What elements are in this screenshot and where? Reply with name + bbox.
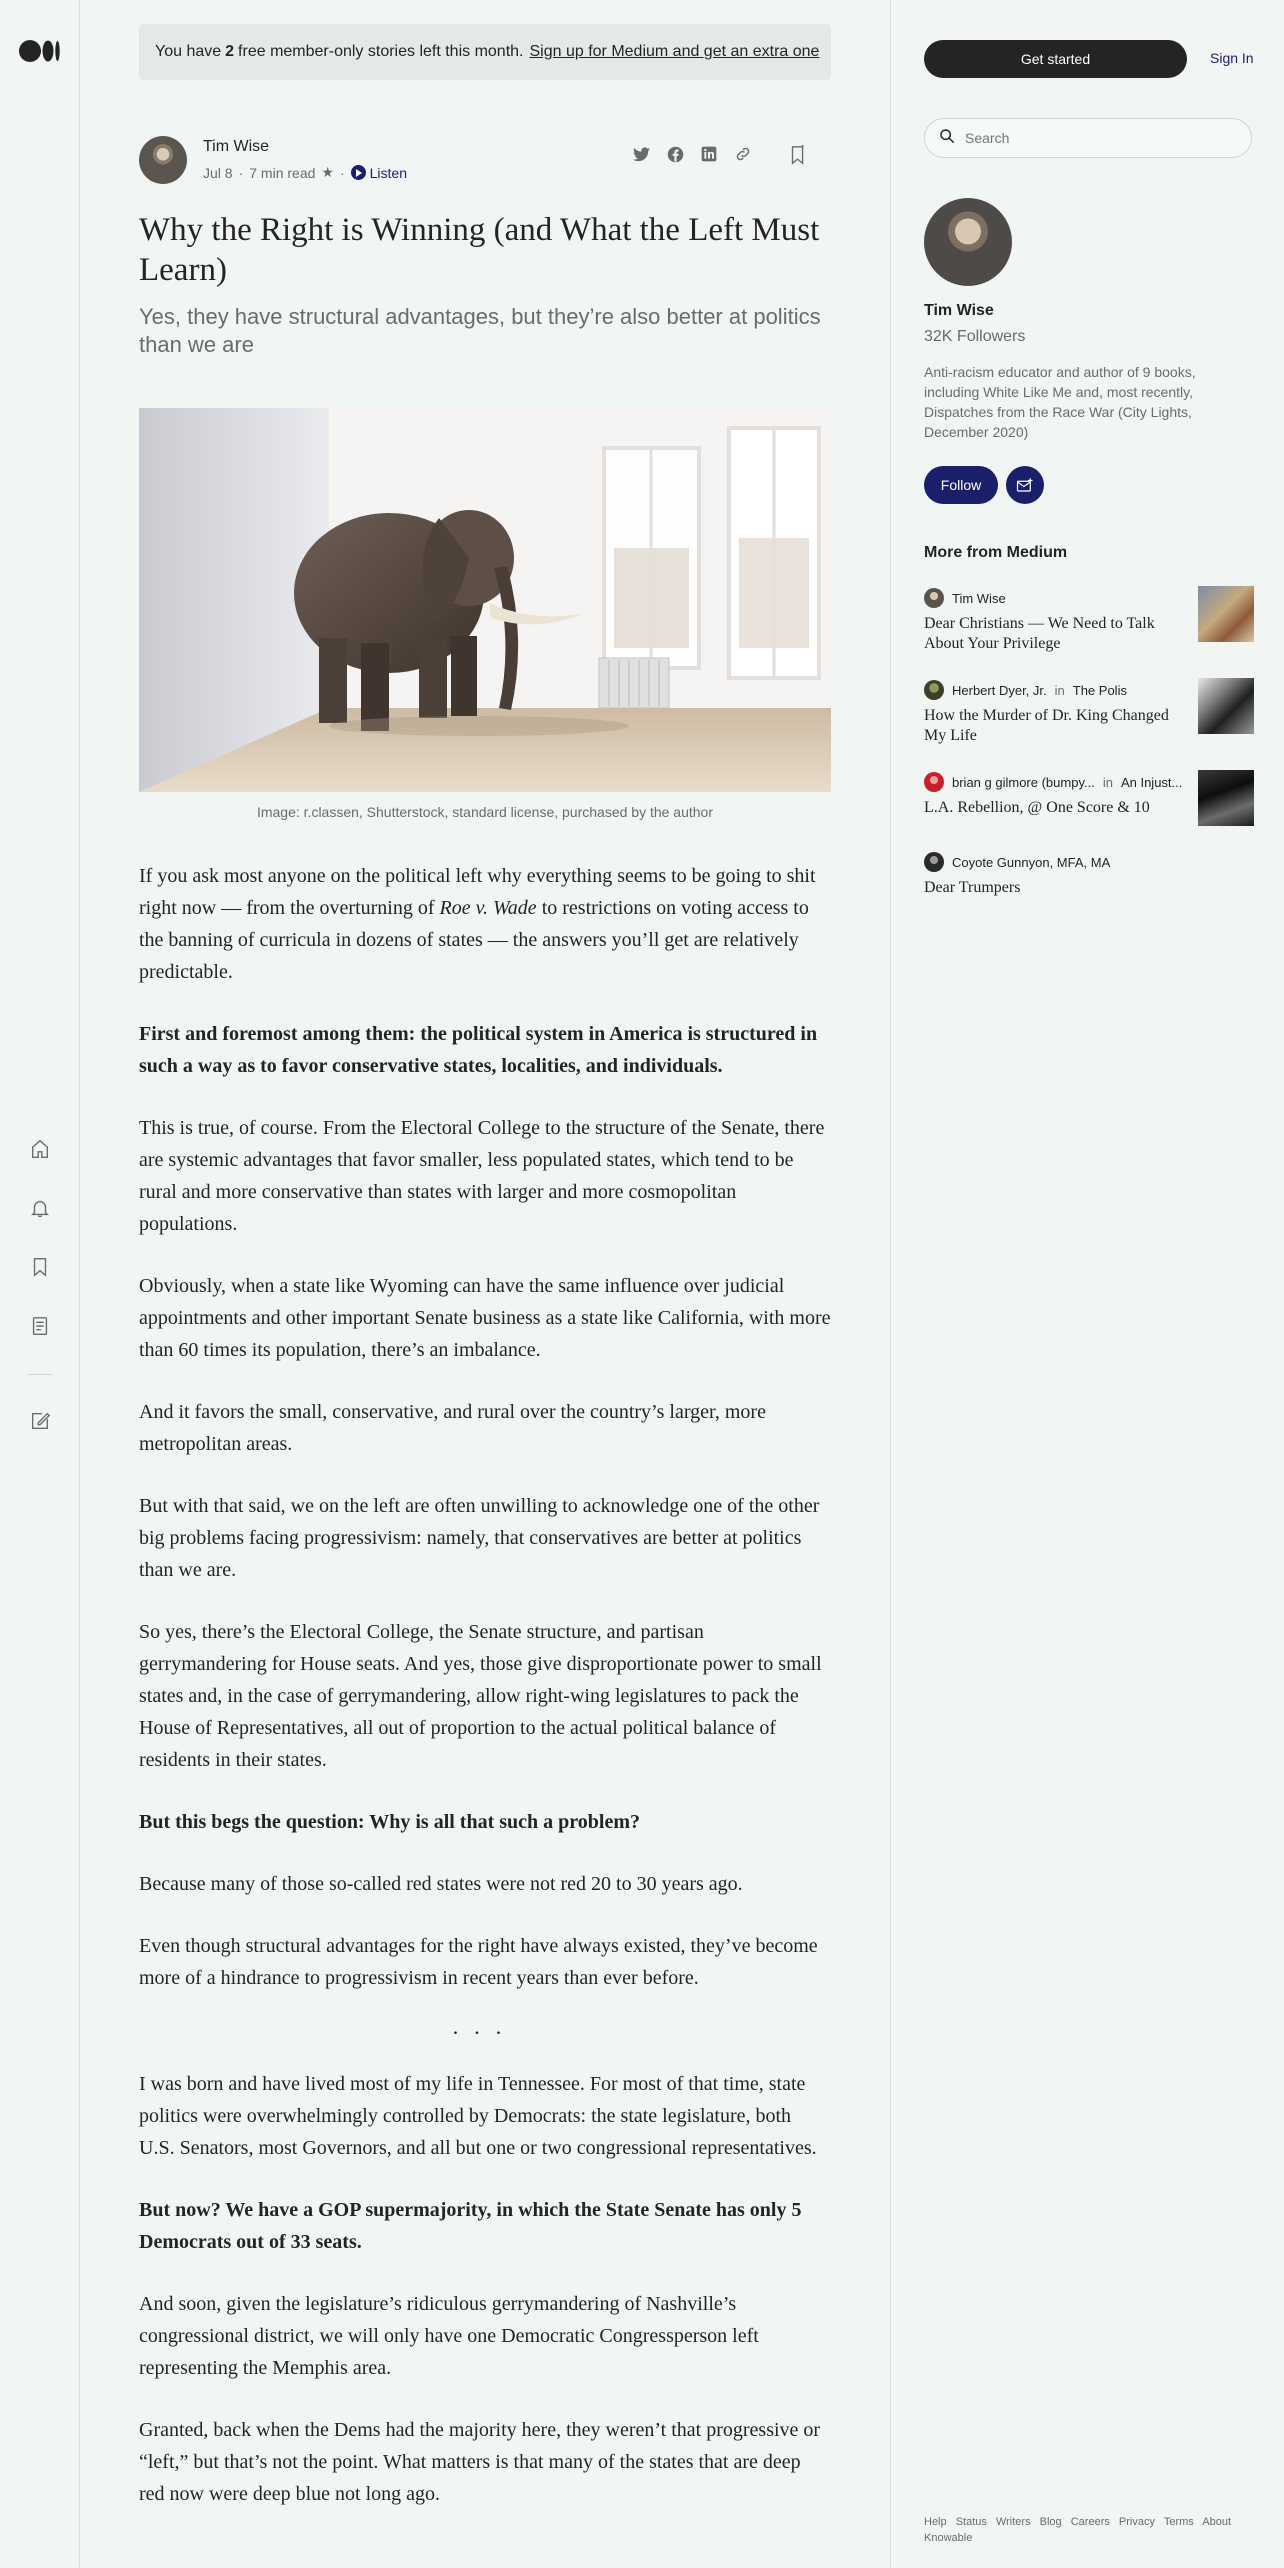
paragraph: Granted, back when the Dems had the majority here, they weren’t that progressive or “left,” but that’s not the point. What matters is that many of the states that are deep red now were deep blue not long ago. <box>139 2419 821 2505</box>
rail-divider <box>28 1374 52 1375</box>
write-pencil-icon[interactable] <box>28 1409 52 1433</box>
search-box[interactable] <box>924 118 1252 158</box>
author-avatar[interactable] <box>139 136 187 184</box>
facebook-icon[interactable] <box>666 145 684 163</box>
recommended-story[interactable] <box>924 680 1254 746</box>
read-time: 7 min read <box>249 164 316 181</box>
search-icon <box>939 128 955 149</box>
share-icons <box>632 145 752 163</box>
rec-author[interactable] <box>924 852 1254 872</box>
profile-name[interactable]: Tim Wise <box>924 302 994 319</box>
paragraph: And soon, given the legislature’s ridiculous gerrymandering of Nashville’s congressional district, we will only have one Democratic Congressperson left representing the Memphis area. <box>139 2293 759 2379</box>
paragraph-text: to restrictions on voting access to the banning of curricula in dozens of states — the answers you’ll get are relatively predictable. <box>139 897 809 983</box>
lists-bookmark-icon[interactable] <box>28 1255 52 1279</box>
paragraph-text: If you ask most anyone on the political left why everything seems to be going to shit right now — from the overturning of <box>139 865 816 919</box>
copy-link-icon[interactable] <box>734 145 752 163</box>
author-row <box>139 134 831 184</box>
rec-author-avatar <box>924 680 944 700</box>
play-icon <box>351 165 366 180</box>
more-from-medium-heading: More from Medium <box>924 544 1068 561</box>
member-banner <box>139 24 831 80</box>
listen-label: Listen <box>369 164 407 181</box>
paragraph-bold: But now? We have a GOP supermajority, in which the State Senate has only 5 Democrats out of 33 seats. <box>139 2199 802 2253</box>
rec-author-name: Coyote Gunnyon, MFA, MA <box>952 854 1111 870</box>
meta-dot: · <box>238 164 244 181</box>
stories-document-icon[interactable] <box>28 1314 52 1338</box>
rec-title[interactable]: Dear Trumpers <box>924 879 1021 896</box>
footer-link-terms[interactable]: Terms <box>1163 2516 1194 2528</box>
rec-publication: The Polis <box>1072 682 1127 698</box>
footer-link-knowable[interactable]: Knowable <box>924 2532 973 2544</box>
paragraph-bold: But this begs the question: Why is all that such a problem? <box>139 1811 641 1833</box>
get-started-button[interactable]: Get started <box>924 40 1187 78</box>
section-separator: ... <box>452 2014 518 2039</box>
footer-link-blog[interactable]: Blog <box>1039 2516 1062 2528</box>
member-star-icon: ★ <box>321 164 334 180</box>
search-input[interactable] <box>965 130 1235 146</box>
twitter-icon[interactable] <box>632 145 650 163</box>
signup-link[interactable]: Sign up for Medium and get an extra one <box>529 43 820 60</box>
paragraph: Even though structural advantages for the right have always existed, they’ve become more of a hindrance to progressivism in recent years than ever before. <box>139 1935 818 1989</box>
paragraph: Obviously, when a state like Wyoming can have the same influence over judicial appointments and other important Senate business as a state like California, with more than 60 times its population, there’s an imbalance. <box>139 1275 831 1361</box>
footer-link-status[interactable]: Status <box>955 2516 987 2528</box>
profile-avatar[interactable] <box>924 198 1012 286</box>
footer-link-about[interactable]: About <box>1202 2516 1231 2528</box>
banner-count: 2 <box>225 43 235 60</box>
rec-in-label: in <box>1102 774 1113 790</box>
paragraph: And it favors the small, conservative, and rural over the country’s larger, more metropolitan areas. <box>139 1401 766 1455</box>
rec-author-avatar <box>924 852 944 872</box>
recommended-story[interactable] <box>924 588 1254 654</box>
subscribe-email-icon[interactable] <box>1006 466 1044 504</box>
left-rail <box>0 0 80 2568</box>
banner-prefix: You have <box>155 43 222 60</box>
recommended-story[interactable] <box>924 772 1254 818</box>
author-meta <box>203 164 407 181</box>
sign-in-link[interactable]: Sign In <box>1210 50 1254 66</box>
rec-publication: An Injust... <box>1120 774 1183 790</box>
recommended-story[interactable] <box>924 852 1254 898</box>
article-body <box>139 860 831 2540</box>
profile-followers[interactable]: 32K Followers <box>924 328 1026 345</box>
rec-thumbnail[interactable] <box>1198 770 1254 826</box>
article-title: Why the Right is Winning (and What the Left Must Learn) <box>139 212 820 288</box>
footer-links <box>924 2514 1244 2546</box>
rec-author-name: Herbert Dyer, Jr. <box>952 682 1047 698</box>
rec-title[interactable]: L.A. Rebellion, @ One Score & 10 <box>924 799 1150 816</box>
notifications-bell-icon[interactable] <box>28 1196 52 1220</box>
author-name[interactable]: Tim Wise <box>203 138 270 155</box>
rec-author-avatar <box>924 772 944 792</box>
rec-in-label: in <box>1054 682 1065 698</box>
profile-bio: Anti-racism educator and author of 9 books, including White Like Me and, most recently, Dispatches from the Race War (City Lights, December 2020) <box>924 364 1196 440</box>
rec-title[interactable]: How the Murder of Dr. King Changed My Life <box>924 707 1169 744</box>
hero-image-elephant-in-room <box>139 408 831 792</box>
paragraph-bold: First and foremost among them: the political system in America is structured in such a way as to favor conservative states, localities, and individuals. <box>139 1023 818 1077</box>
paragraph: I was born and have lived most of my life in Tennessee. For most of that time, state politics were overwhelmingly controlled by Democrats: the state legislature, both U.S. Senators, most Governors, and all but one or two congressional representatives. <box>139 2073 817 2159</box>
paragraph: But with that said, we on the left are often unwilling to acknowledge one of the other big problems facing progressivism: namely, that conservatives are better at politics than we are. <box>139 1495 820 1581</box>
rec-author-avatar <box>924 588 944 608</box>
footer-link-writers[interactable]: Writers <box>995 2516 1031 2528</box>
rec-thumbnail[interactable] <box>1198 586 1254 642</box>
footer-link-careers[interactable]: Careers <box>1070 2516 1110 2528</box>
image-caption: Image: r.classen, Shutterstock, standard license, purchased by the author <box>256 804 714 820</box>
rec-thumbnail[interactable] <box>1198 678 1254 734</box>
linkedin-icon[interactable] <box>700 145 718 163</box>
medium-logo-icon[interactable] <box>19 40 61 62</box>
follow-button[interactable]: Follow <box>924 466 998 504</box>
meta-dot: · <box>339 164 345 181</box>
paragraph: This is true, of course. From the Electoral College to the structure of the Senate, there are systemic advantages that favor smaller, less populated states, which tend to be rural and more conservative than states with larger and more cosmopolitan populations. <box>139 1117 825 1235</box>
paragraph: So yes, there’s the Electoral College, the Senate structure, and partisan gerrymandering for House seats. And yes, those give disproportionate power to small states and, in the case of gerrymandering, allow right-wing legislatures to pack the House of Representatives, all out of proportion to the actual political balance of residents in their states. <box>139 1621 822 1771</box>
rec-title[interactable]: Dear Christians — We Need to Talk About Your Privilege <box>924 615 1155 652</box>
paragraph <box>139 860 831 988</box>
paragraph: Because many of those so-called red states were not red 20 to 30 years ago. <box>139 1873 743 1895</box>
save-bookmark-icon[interactable] <box>787 144 809 166</box>
banner-suffix: free member-only stories left this month. <box>238 43 524 60</box>
footer-link-help[interactable]: Help <box>924 2516 947 2528</box>
right-sidebar <box>890 0 1284 2568</box>
rec-author-name: Tim Wise <box>952 590 1006 606</box>
article-subtitle: Yes, they have structural advantages, but they’re also better at politics than we are <box>139 304 821 357</box>
publish-date: Jul 8 <box>203 164 233 181</box>
footer-link-privacy[interactable]: Privacy <box>1118 2516 1155 2528</box>
home-icon[interactable] <box>28 1137 52 1161</box>
listen-button[interactable] <box>351 165 407 181</box>
rec-author-name: brian g gilmore (bumpy... <box>952 774 1095 790</box>
emphasis-text: Roe v. Wade <box>439 897 537 919</box>
